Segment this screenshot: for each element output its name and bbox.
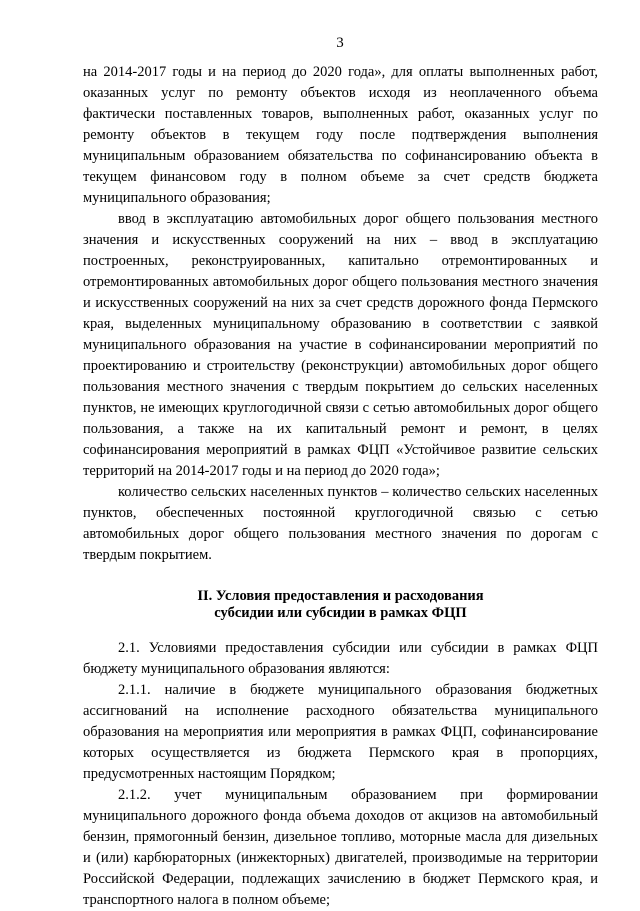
paragraph-2-1-2: 2.1.2. учет муниципальным образованием при формировании муниципального дорожного фонда объема доходов от акцизов на автомобильный бензин, прямогонный бензин, дизельное топливо, моторные масла для дизельных и (или) карбюраторных (инжекторных) двигателей, производимые на территории Российской Федерации, подлежащих зачислению в бюджет Пермского края, и транспортного налога в полном объеме; — [83, 787, 598, 908]
paragraph-2-1: 2.1. Условиями предоставления субсидии или субсидии в рамках ФЦП бюджету муниципального образования являются: — [83, 640, 598, 677]
paragraph-road-commissioning: ввод в эксплуатацию автомобильных дорог общего пользования местного значения и искусственных сооружений на них – ввод в эксплуатацию построенных, реконструированных, капитально отремонтированных и отремонтированных автомобильных дорог общего пользования местного значения и искусственных сооружений на них за счет средств дорожного фонда Пермского края, выделенных муниципальному образованию в соответствии с заявкой муниципального образования на участие в софинансировании мероприятий по проектированию и строительству (реконструкции) автомобильных дорог общего пользования местного значения с твердым покрытием до сельских населенных пунктов, не имеющих круглогодичной связи с сетью автомобильных дорог общего пользования, а также на их капитальный ремонт и ремонт, в целях софинансирования мероприятий в рамках ФЦП «Устойчивое развитие сельских территорий на 2014-2017 годы и на период до 2020 года»; — [83, 211, 598, 479]
section-heading — [83, 588, 598, 622]
paragraph-2-1-1: 2.1.1. наличие в бюджете муниципального образования бюджетных ассигнований на исполнение расходного обязательства муниципального образования на мероприятия или мероприятия в рамках ФЦП, софинансирование которых осуществляется из бюджета Пермского края в пропорциях, предусмотренных настоящим Порядком; — [83, 682, 598, 782]
section-heading-line2: субсидии или субсидии в рамках ФЦП — [214, 605, 467, 621]
paragraph-rural-settlements: количество сельских населенных пунктов – количество сельских населенных пунктов, обеспеченных постоянной круглогодичной связью с сетью автомобильных дорог общего пользования местного значения по дорогам с твердым покрытием. — [83, 484, 598, 563]
section-heading-line1: II. Условия предоставления и расходования — [197, 588, 484, 604]
document-body — [83, 62, 598, 911]
page-number: 3 — [336, 35, 344, 51]
paragraph-payment-terms: на 2014-2017 годы и на период до 2020 года», для оплаты выполненных работ, оказанных услуг по ремонту объектов исходя из неоплаченного объема фактически поставленных товаров, выполненных работ, оказанных услуг по ремонту объектов в текущем году после подтверждения выполнения муниципальным образованием обязательства по софинансированию объекта в текущем финансовом году в полном объеме за счет средств бюджета муниципального образования; — [83, 64, 598, 206]
